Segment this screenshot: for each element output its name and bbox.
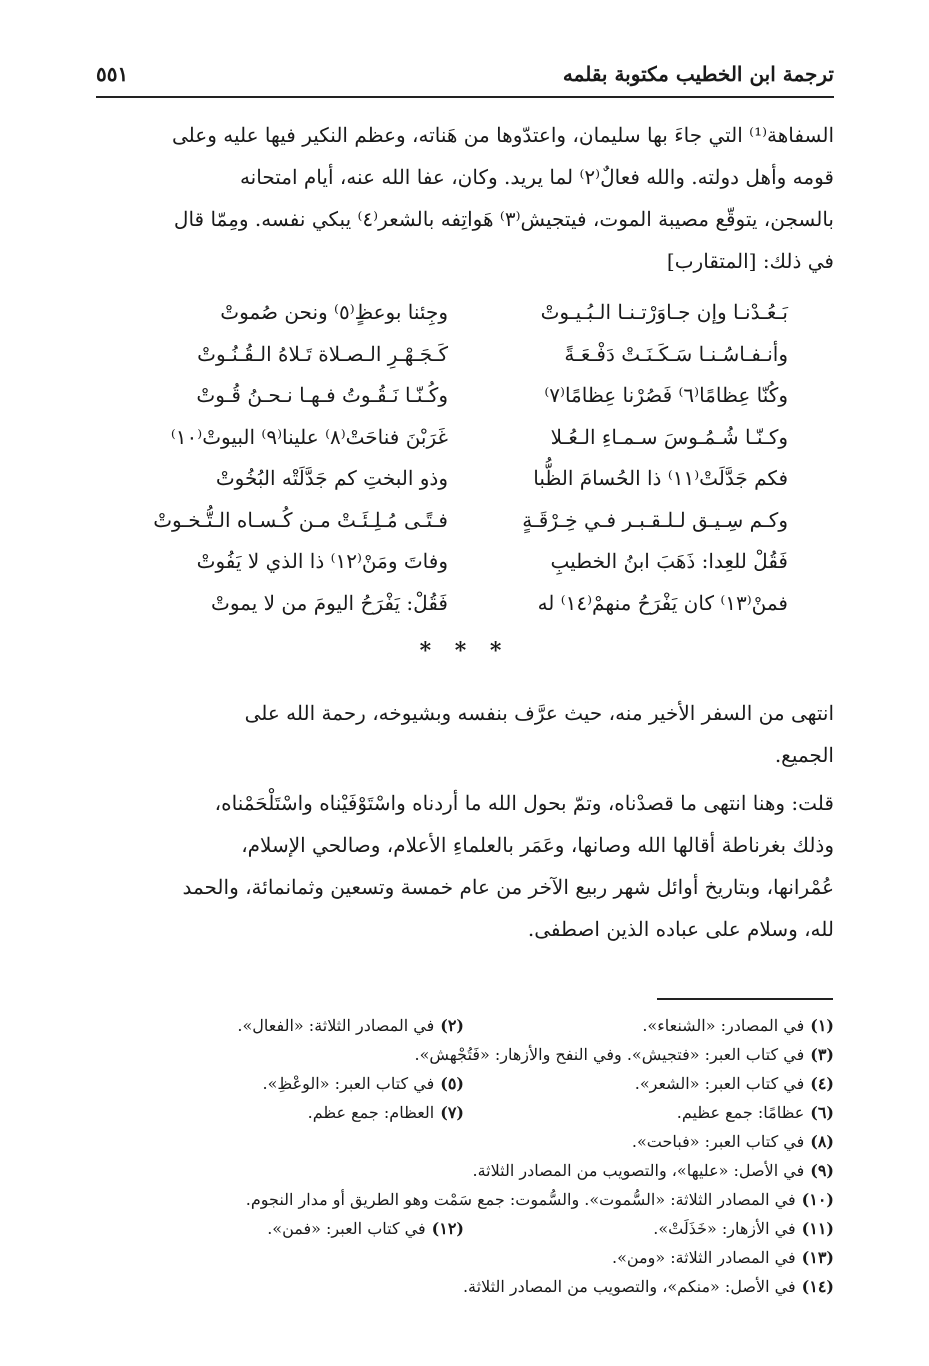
footnote — [237, 1012, 464, 1040]
second-hemistich: وجِئنا بوعظٍ⁽٥⁾ ونحن صُموتْ — [220, 300, 448, 324]
first-hemistich: بَـعُـدْنـا وإن جـاوَرْتـنـا الـبُـيـوتْ — [540, 300, 788, 324]
verse — [148, 541, 788, 583]
second-hemistich: كَـجَـهْـرِ الـصـلاة تَـلاهُ الـقُـنُـوتْ — [197, 341, 448, 366]
footnote-text: في الأزهار: «خَذَلَتْ». — [653, 1219, 796, 1238]
footnote-text: في كتاب العبر: «فتجيش». وفي النفح والأزهار: «فَتُجْهش». — [414, 1045, 805, 1064]
verse — [148, 292, 788, 334]
second-hemistich: فـتًـى مُـلِـئَـتْ مـن كُـسـاه الـتُّـخـوتْ — [153, 507, 448, 532]
footnote-row — [96, 1186, 834, 1215]
text-line: وذلك بغرناطة أقالها الله وصانها، وعَمَر بالعلماءِ الأعلام، وصالحي الإسلام، — [241, 833, 834, 857]
text-line: قومه وأهل دولته. والله فعالٌ⁽٢⁾ لما يريد. وكان، عفا الله عنه، أيام امتحانه — [239, 165, 834, 189]
footnote-number: (٣) — [810, 1045, 834, 1064]
running-title: ترجمة ابن الخطيب مكتوبة بقلمه — [562, 62, 834, 86]
first-hemistich: وكُنّا عِظامًا⁽٦⁾ فَصُرْنا عِظامًا⁽٧⁾ — [544, 383, 788, 407]
first-hemistich: فكم جَدَّلَتْ⁽١١⁾ ذا الحُسامَ الظُّبا — [533, 466, 788, 490]
footnote-row — [96, 1215, 834, 1244]
footnote-text: في الأصل: «منكم»، والتصويب من المصادر الثلاثة. — [462, 1277, 796, 1296]
footnote-text: في كتاب العبر: «الوعْظِ». — [262, 1074, 435, 1093]
footnote — [463, 1273, 834, 1301]
footnote-text: في المصادر الثلاثة: «ومن». — [611, 1248, 796, 1267]
footnote — [612, 1244, 834, 1272]
footnote-number: (١٠) — [801, 1190, 834, 1209]
verse — [148, 334, 788, 376]
footnote-text: في المصادر: «الشنعاء». — [642, 1016, 805, 1035]
second-hemistich: غَرَبْنَ فناحَتْ⁽٨⁾ علينا⁽٩⁾ البيوتْ⁽١٠⁾ — [170, 424, 448, 449]
footnote-text: في كتاب العبر: «فمن». — [267, 1219, 426, 1238]
footnote-row — [96, 1099, 834, 1128]
second-hemistich: وفاتَ ومَنْ⁽١٢⁾ ذا الذي لا يَفُوتْ — [196, 549, 448, 573]
footnote — [473, 1157, 835, 1185]
page-header — [96, 56, 834, 98]
text-line: انتهى من السفر الأخير منه، حيث عرَّف بنفسه وبشيوخه، رحمة الله على — [244, 701, 834, 725]
footnote-number: (٦) — [810, 1103, 834, 1122]
footnote-number: (٨) — [810, 1132, 834, 1151]
first-hemistich: وكـنّـا شُـمُـوسَ سـمـاءِ الـعُـلا — [550, 424, 788, 449]
text-line: الجميع. — [774, 743, 834, 767]
footnote-text: في كتاب العبر: «فباحت». — [631, 1132, 805, 1151]
verse — [148, 375, 788, 417]
footnote-number: (١٤) — [801, 1277, 834, 1296]
footnote-number: (١٣) — [801, 1248, 834, 1267]
verse — [148, 583, 788, 625]
first-hemistich: وكـم سِـيـق لـلـقـبـر فـي خِـرْقَـةٍ — [522, 507, 788, 532]
text-line: عُمْرانها، وبتاريخ أوائل شهر ربيع الآخر من عام خمسة وتسعين وثمانمائة، والحمد — [182, 875, 834, 899]
footnote-row — [96, 1128, 834, 1157]
footnote-rule — [657, 998, 833, 1000]
footnote-text: في كتاب العبر: «الشعر». — [634, 1074, 805, 1093]
first-hemistich: فمنْ⁽١٣⁾ كان يَفْرَحُ منهمْ⁽١٤⁾ له — [537, 590, 788, 615]
footnote — [642, 1012, 834, 1040]
section-separator: * * * — [419, 638, 510, 664]
footnote — [246, 1186, 834, 1214]
second-hemistich: وذو البختِ كم جَدَّلَتْه البُخُوتْ — [215, 466, 448, 490]
footnote-row — [96, 1244, 834, 1273]
footnote — [635, 1070, 834, 1098]
footnote-text: في المصادر الثلاثة: «السُّموت». والسُّموت: جمع سَمْت وهو الطريق أو مدار النجوم. — [245, 1190, 796, 1209]
footnote — [267, 1215, 464, 1243]
footnote-row — [96, 1157, 834, 1186]
first-hemistich: فَقُلْ للعِدا: ذَهَبَ ابنُ الخطيبِ — [550, 549, 788, 573]
verse — [148, 458, 788, 500]
footnote-text: عظامًا: جمع عظيم. — [676, 1103, 805, 1122]
footnote — [308, 1099, 464, 1127]
footnote-number: (١٢) — [431, 1219, 464, 1238]
second-hemistich: وكُـنّـا نَـقُـوتُ فـهـا نـحـنُ قُـوتْ — [196, 383, 448, 407]
footnote-row — [96, 1070, 834, 1099]
verse — [148, 500, 788, 542]
text-line: السفاهة⁽¹⁾ التي جاءَ بها سليمان، واعتدّوها من هَناته، وعظم النكير فيها عليه وعلى — [172, 123, 834, 147]
footnote-number: (٩) — [810, 1161, 834, 1180]
footnote-row — [96, 1012, 834, 1041]
footnote-number: (١١) — [801, 1219, 834, 1238]
footnotes — [96, 1012, 834, 1302]
poem — [148, 292, 788, 624]
text-line: لله، وسلام على عباده الذين اصطفى. — [527, 917, 834, 941]
text-line: في ذلك: [المتقارب] — [666, 249, 834, 273]
footnote-text: العظام: جمع عظم. — [307, 1103, 435, 1122]
footnote — [263, 1070, 464, 1098]
footnote-number: (٥) — [440, 1074, 464, 1093]
footnote-row — [96, 1273, 834, 1302]
footnote — [653, 1215, 834, 1243]
text-line: قلت: وهنا انتهى ما قصدْناه، وتمّ بحول الله ما أردناه واسْتَوْفَيْناه واسْتَلْحَمْناه، — [214, 791, 834, 815]
footnote-text: في الأصل: «عليها»، والتصويب من المصادر الثلاثة. — [472, 1161, 805, 1180]
footnote-row — [96, 1041, 834, 1070]
first-hemistich: وأنـفـاسُـنـا سَـكَـنَـتْ دَفْـعَـةً — [564, 341, 788, 366]
footnote-number: (٤) — [810, 1074, 834, 1093]
text-line: بالسجن، يتوقّع مصيبة الموت، فيتجيش⁽٣⁾ هَواتِفه بالشعر⁽٤⁾ يبكي نفسه. ومِمّا قال — [173, 207, 834, 231]
footnote-number: (١) — [810, 1016, 834, 1035]
footnote — [677, 1099, 834, 1127]
final-paragraph — [96, 782, 834, 950]
second-hemistich: فَقُلْ: يَفْرَحُ اليومَ من لا يموتْ — [210, 590, 448, 615]
footnote-text: في المصادر الثلاثة: «الفعال». — [237, 1016, 435, 1035]
closing-paragraph — [96, 692, 834, 776]
footnote — [632, 1128, 834, 1156]
verse — [148, 417, 788, 459]
footnote-number: (٢) — [440, 1016, 464, 1035]
footnote-number: (٧) — [440, 1103, 464, 1122]
intro-paragraph — [96, 114, 834, 282]
page-number: ٥٥١ — [96, 62, 129, 86]
footnote — [415, 1041, 834, 1069]
